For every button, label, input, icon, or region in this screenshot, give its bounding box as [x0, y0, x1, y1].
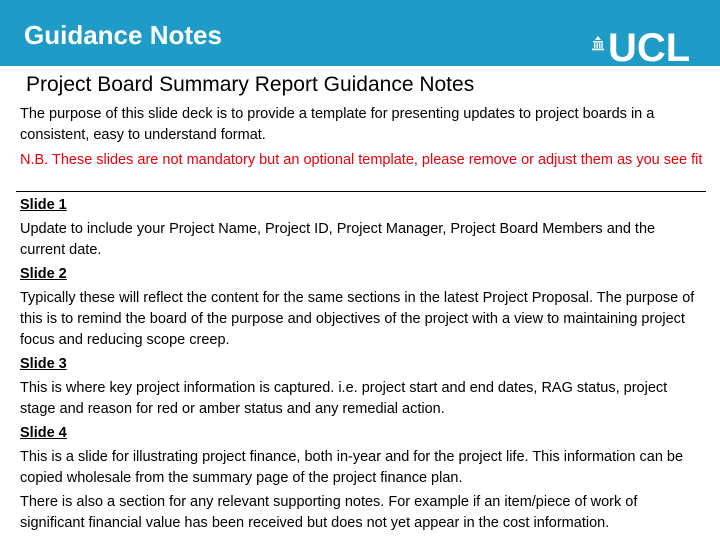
header-bar: [0, 0, 720, 70]
slide-guidance-list: [20, 195, 704, 537]
page-subtitle: Project Board Summary Report Guidance Notes: [26, 73, 475, 96]
slide-1-label: Slide 1: [20, 197, 67, 213]
slide-1-text: Update to include your Project Name, Project ID, Project Manager, Project Board Members and the current date.: [20, 221, 656, 258]
ucl-logo: [590, 26, 691, 70]
optional-note: N.B. These slides are not mandatory but an optional template, please remove or adjust them as you see fit: [20, 152, 703, 168]
slide-4-text: This is a slide for illustrating project finance, both in-year and for the project life. This information can be copied wholesale from the summary page of the project finance plan.: [20, 449, 684, 486]
portico-icon: [590, 35, 606, 51]
intro-section: [20, 104, 704, 175]
slide-4-supporting-text: There is also a section for any relevant supporting notes. For example if an item/piece of work of significant financial value has been received but does not yet appear in the cost information.: [20, 494, 638, 531]
divider-line: [16, 191, 706, 192]
slide-2-label: Slide 2: [20, 266, 67, 282]
purpose-text: The purpose of this slide deck is to provide a template for presenting updates to project boards in a consistent, easy to understand format.: [20, 106, 655, 143]
slide-3-text: This is where key project information is captured. i.e. project start and end dates, RAG status, project stage and reason for red or amber status and any remedial action.: [20, 380, 668, 417]
slide-4-label: Slide 4: [20, 425, 67, 441]
header-title: Guidance Notes: [24, 20, 222, 50]
slide-3-label: Slide 3: [20, 356, 67, 372]
slide-2-text: Typically these will reflect the content for the same sections in the latest Project Proposal. The purpose of this is to remind the board of the purpose and objectives of the project with a view to maintaining project focus and reducing scope creep.: [20, 290, 695, 348]
logo-text: UCL: [608, 26, 691, 70]
